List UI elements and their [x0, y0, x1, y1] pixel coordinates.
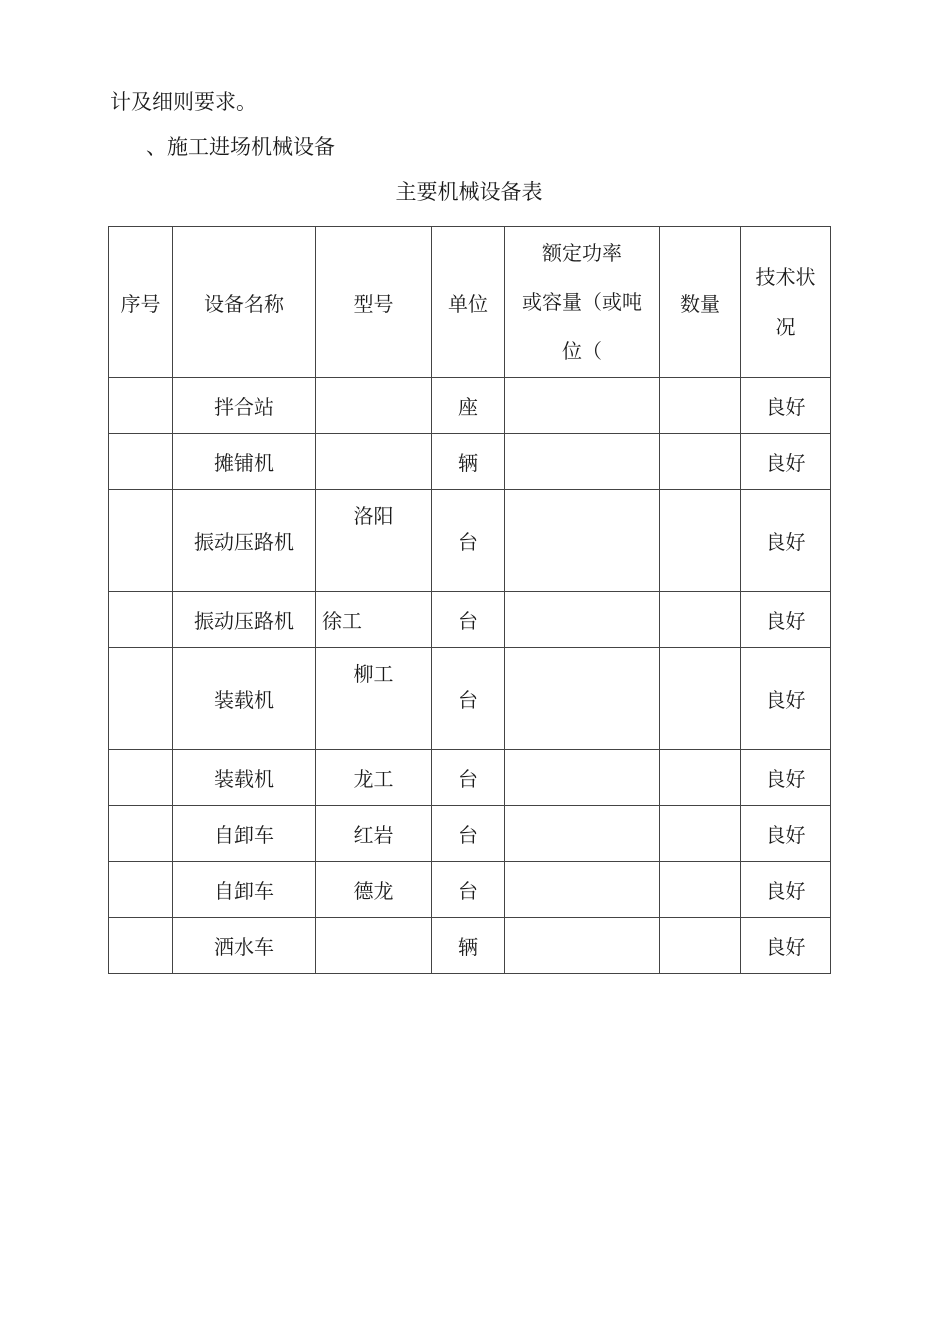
header-status-line1: 技术状	[755, 265, 816, 289]
cell-unit: 辆	[432, 918, 505, 974]
table-row	[109, 750, 831, 806]
cell-unit: 座	[432, 378, 505, 434]
cell-name: 振动压路机	[173, 592, 316, 648]
cell-seq	[109, 750, 173, 806]
cell-power	[505, 592, 660, 648]
cell-status: 良好	[741, 490, 831, 592]
table-row	[109, 806, 831, 862]
cell-qty	[660, 918, 741, 974]
equipment-table	[108, 226, 831, 974]
cell-status: 良好	[741, 806, 831, 862]
cell-qty	[660, 750, 741, 806]
table-row	[109, 648, 831, 750]
table-row	[109, 862, 831, 918]
table-row	[109, 378, 831, 434]
cell-name: 自卸车	[173, 862, 316, 918]
cell-seq	[109, 806, 173, 862]
table-row	[109, 490, 831, 592]
cell-qty	[660, 490, 741, 592]
header-model: 型号	[316, 227, 432, 378]
cell-name: 洒水车	[173, 918, 316, 974]
cell-unit: 台	[432, 862, 505, 918]
header-power-line3: 位（	[562, 338, 602, 363]
table-row	[109, 434, 831, 490]
header-name: 设备名称	[173, 227, 316, 378]
cell-model	[316, 648, 432, 750]
cell-unit: 台	[432, 750, 505, 806]
cell-power	[505, 434, 660, 490]
cell-qty	[660, 862, 741, 918]
cell-seq	[109, 490, 173, 592]
cell-name: 摊铺机	[173, 434, 316, 490]
cell-power	[505, 378, 660, 434]
cell-model-text: 柳工	[353, 662, 394, 686]
cell-name: 振动压路机	[173, 490, 316, 592]
cell-name: 自卸车	[173, 806, 316, 862]
cell-power	[505, 750, 660, 806]
cell-unit: 台	[432, 648, 505, 750]
cell-model-text: 洛阳	[353, 504, 394, 528]
paragraph-text: 计及细则要求。	[110, 90, 257, 114]
cell-qty	[660, 378, 741, 434]
cell-qty	[660, 592, 741, 648]
cell-name: 装载机	[173, 648, 316, 750]
cell-status: 良好	[741, 862, 831, 918]
cell-model-text: 徐工	[322, 609, 362, 633]
cell-status: 良好	[741, 648, 831, 750]
cell-status: 良好	[741, 750, 831, 806]
cell-model	[316, 592, 432, 648]
header-status	[741, 227, 831, 378]
cell-seq	[109, 918, 173, 974]
table-row	[109, 592, 831, 648]
cell-seq	[109, 434, 173, 490]
cell-unit: 台	[432, 490, 505, 592]
cell-power	[505, 490, 660, 592]
cell-model	[316, 434, 432, 490]
cell-model	[316, 378, 432, 434]
cell-unit: 辆	[432, 434, 505, 490]
table-title: 主要机械设备表	[395, 180, 543, 204]
cell-status: 良好	[741, 378, 831, 434]
cell-name: 拌合站	[173, 378, 316, 434]
header-status-line2: 况	[775, 315, 796, 339]
cell-status: 良好	[741, 592, 831, 648]
header-qty: 数量	[660, 227, 741, 378]
cell-qty	[660, 434, 741, 490]
cell-seq	[109, 592, 173, 648]
cell-model: 红岩	[316, 806, 432, 862]
header-power	[505, 227, 660, 378]
cell-power	[505, 806, 660, 862]
header-unit: 单位	[432, 227, 505, 378]
table-row	[109, 918, 831, 974]
header-power-line1: 额定功率	[542, 240, 622, 265]
cell-status: 良好	[741, 918, 831, 974]
table-header-row	[109, 227, 831, 378]
cell-status: 良好	[741, 434, 831, 490]
cell-model	[316, 918, 432, 974]
cell-power	[505, 918, 660, 974]
cell-seq	[109, 862, 173, 918]
cell-seq	[109, 378, 173, 434]
cell-unit: 台	[432, 592, 505, 648]
cell-seq	[109, 648, 173, 750]
cell-qty	[660, 648, 741, 750]
cell-qty	[660, 806, 741, 862]
cell-power	[505, 862, 660, 918]
cell-unit: 台	[432, 806, 505, 862]
header-seq: 序号	[109, 227, 173, 378]
section-heading: 、施工进场机械设备	[146, 135, 335, 159]
header-power-line2: 或容量（或吨	[522, 289, 642, 314]
cell-model: 龙工	[316, 750, 432, 806]
cell-power	[505, 648, 660, 750]
cell-name: 装载机	[173, 750, 316, 806]
cell-model	[316, 490, 432, 592]
cell-model: 德龙	[316, 862, 432, 918]
